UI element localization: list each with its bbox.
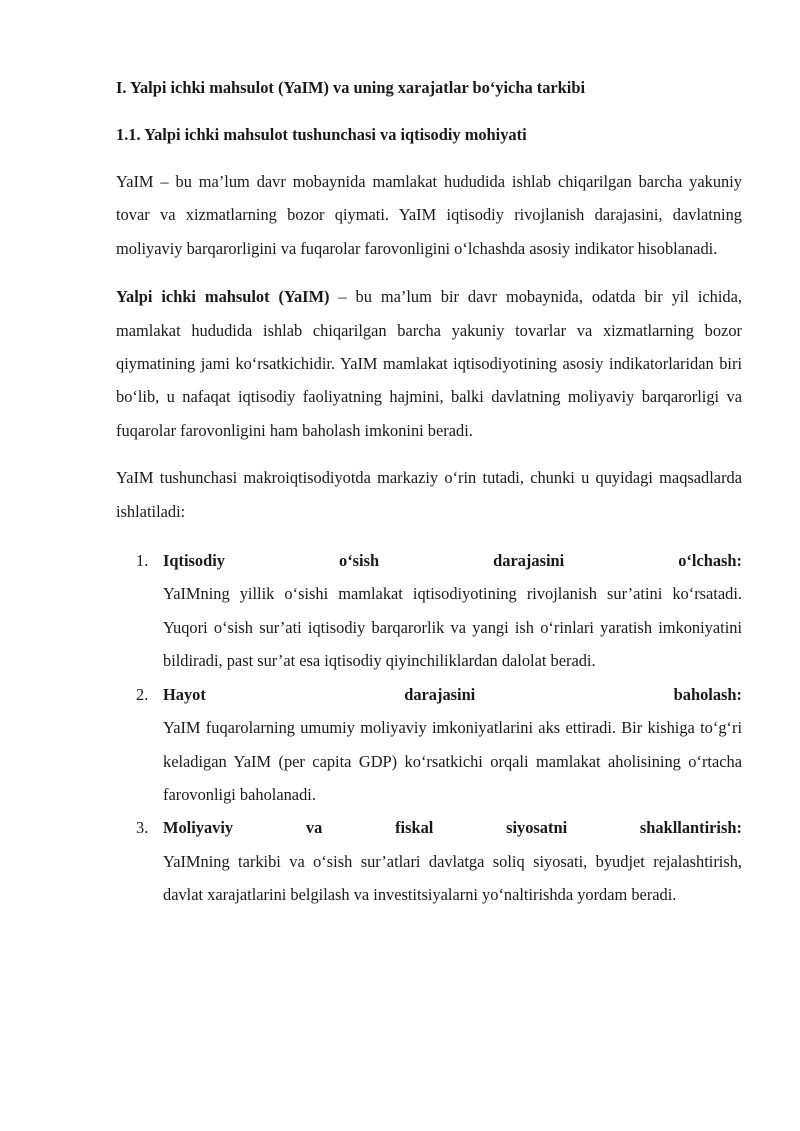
list-item-body: YaIMning tarkibi va o‘sish sur’atlari davlatga soliq siyosati, byudjet rejalashtirish, davlat xarajatlarini belgilash va investitsiyalarni yo‘naltirishda yordam beradi.	[163, 851, 742, 905]
list-number: 2.	[136, 684, 149, 704]
list-item-body: YaIMning yillik o‘sishi mamlakat iqtisodiyotining rivojlanish sur’atini ko‘rsatadi. Yuqori o‘sish sur’ati iqtisodiy barqarorlik va yangi ish o‘rinlari yaratish imkoniyatini bildiradi, past sur’at esa iqtisodiy qiyinchiliklardan dalolat beradi.	[163, 584, 742, 671]
list-item-heading: Iqtisodiy o‘sish darajasini o‘lchash:	[163, 551, 742, 571]
list-item	[116, 811, 742, 911]
section-heading: I. Yalpi ichki mahsulot (YaIM) va uning xarajatlar bo‘yicha tarkibi	[116, 78, 586, 97]
list-number: 1.	[136, 551, 149, 571]
list-item	[116, 678, 742, 812]
list-item-heading: Hayot darajasini baholash:	[163, 684, 742, 704]
paragraph-text: – bu ma’lum bir davr mobaynida, odatda bir yil ichida, mamlakat hududida ishlab chiqarilgan barcha yakuniy tovarlar va xizmatlarning bozor qiymatining jami ko‘rsatkichidir. YaIM mamlakat iqtisodiyotining asosiy indikatorlaridan biri bo‘lib, u nafaqat iqtisodiy faoliyatning hajmini, balki davlatning moliyaviy barqarorligi va fuqarolar farovonligini ham baholash imkonini beradi.	[116, 287, 742, 440]
purposes-list	[116, 544, 742, 911]
list-item	[116, 544, 742, 678]
paragraph-definition: YaIM – bu ma’lum davr mobaynida mamlakat hududida ishlab chiqarilgan barcha yakuniy tovar va xizmatlarning bozor qiymati. YaIM iqtisodiy rivojlanish darajasini, davlatning moliyaviy barqarorligini va fuqarolar farovonligini o‘lchashda asosiy indikator hisoblanadi.	[116, 172, 742, 258]
document-content	[116, 72, 742, 912]
subsection-heading: 1.1. Yalpi ichki mahsulot tushunchasi va iqtisodiy mohiyati	[116, 125, 527, 144]
list-item-heading: Moliyaviy va fiskal siyosatni shakllantirish:	[163, 818, 742, 838]
paragraph-purposes-intro: YaIM tushunchasi makroiqtisodiyotda markaziy o‘rin tutadi, chunki u quyidagi maqsadlarda ishlatiladi:	[116, 468, 742, 521]
paragraph-gdp-explanation	[116, 280, 742, 447]
list-number: 3.	[136, 818, 149, 838]
list-item-body: YaIM fuqarolarning umumiy moliyaviy imkoniyatlarini aks ettiradi. Bir kishiga to‘g‘ri keladigan YaIM (per capita GDP) ko‘rsatkichi orqali mamlakat aholisining o‘rtacha farovonligi baholanadi.	[163, 718, 742, 804]
bold-term: Yalpi ichki mahsulot (YaIM)	[116, 287, 330, 307]
